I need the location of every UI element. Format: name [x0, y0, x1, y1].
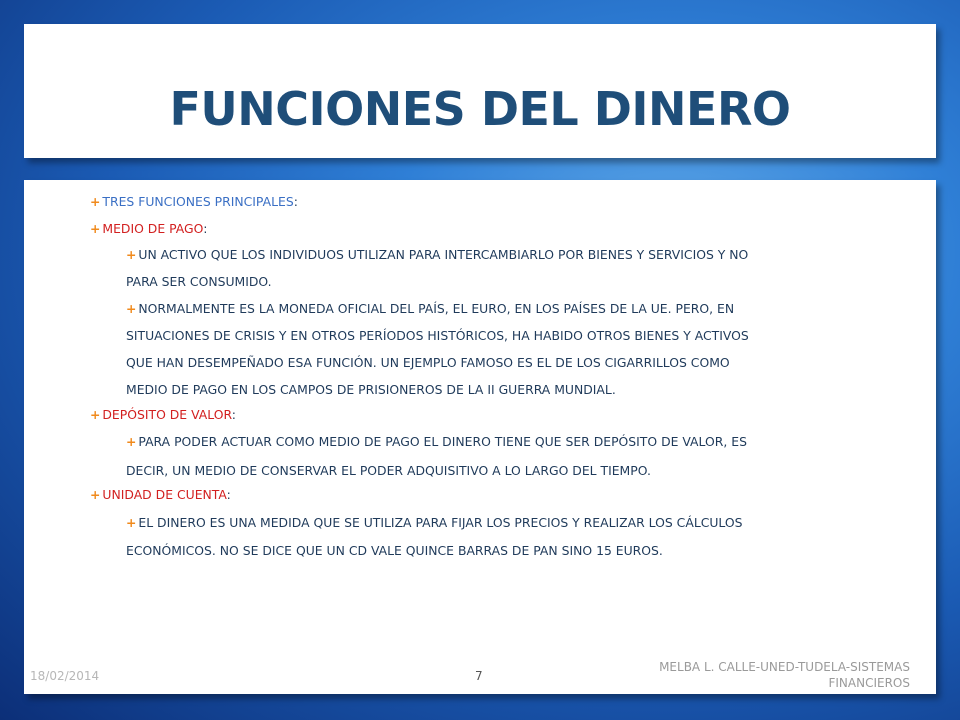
bullet-label: MEDIO DE PAGO: [102, 221, 204, 236]
sub-bullet-line: [126, 247, 748, 263]
bullet-plus-icon: +: [90, 194, 101, 209]
sub-bullet-continuation: ECONÓMICOS. NO SE DICE QUE UN CD VALE QUINCE BARRAS DE PAN SINO 15 EUROS.: [126, 543, 663, 558]
bullet-unidad-de-cuenta: [90, 487, 231, 503]
bullet-suffix: :: [226, 487, 231, 502]
bullet-plus-icon: +: [126, 434, 137, 449]
bullet-plus-icon: +: [90, 487, 101, 502]
sub-bullet-line: [126, 434, 747, 450]
slide-date: 18/02/2014: [30, 669, 100, 683]
bullet-suffix: :: [203, 221, 208, 236]
slide-author: MELBA L. CALLE-UNED-TUDELA-SISTEMAS FINANCIEROS: [659, 660, 910, 690]
sub-bullet-line: [126, 301, 734, 317]
bullet-label: DEPÓSITO DE VALOR: [102, 407, 232, 422]
bullet-suffix: :: [231, 407, 236, 422]
sub-bullet-continuation: MEDIO DE PAGO EN LOS CAMPOS DE PRISIONEROS DE LA II GUERRA MUNDIAL.: [126, 382, 616, 397]
sub-bullet-continuation: PARA SER CONSUMIDO.: [126, 274, 272, 289]
sub-bullet-text: NORMALMENTE ES LA MONEDA OFICIAL DEL PAÍS, EL EURO, EN LOS PAÍSES DE LA UE. PERO, EN: [138, 301, 735, 316]
sub-bullet-text: PARA PODER ACTUAR COMO MEDIO DE PAGO EL DINERO TIENE QUE SER DEPÓSITO DE VALOR, ES: [138, 434, 747, 449]
sub-bullet-text: EL DINERO ES UNA MEDIDA QUE SE UTILIZA PARA FIJAR LOS PRECIOS Y REALIZAR LOS CÁLCULOS: [138, 515, 743, 530]
bullet-plus-icon: +: [126, 301, 137, 316]
sub-bullet-continuation: DECIR, UN MEDIO DE CONSERVAR EL PODER ADQUISITIVO A LO LARGO DEL TIEMPO.: [126, 463, 651, 478]
page-number: 7: [475, 669, 483, 683]
bullet-tres-funciones: [90, 194, 298, 210]
bullet-medio-de-pago: [90, 221, 207, 237]
bullet-plus-icon: +: [126, 515, 137, 530]
bullet-deposito-de-valor: [90, 407, 236, 423]
sub-bullet-continuation: QUE HAN DESEMPEÑADO ESA FUNCIÓN. UN EJEMPLO FAMOSO ES EL DE LOS CIGARRILLOS COMO: [126, 355, 730, 370]
sub-bullet-continuation: SITUACIONES DE CRISIS Y EN OTROS PERÍODOS HISTÓRICOS, HA HABIDO OTROS BIENES Y ACTIVOS: [126, 328, 749, 343]
sub-bullet-line: [126, 515, 743, 531]
bullet-suffix: :: [293, 194, 298, 209]
title-panel: [24, 24, 936, 158]
slide-title: FUNCIONES DEL DINERO: [169, 82, 791, 136]
bullet-label: UNIDAD DE CUENTA: [102, 487, 227, 502]
content-panel: [24, 180, 936, 694]
bullet-plus-icon: +: [126, 247, 137, 262]
sub-bullet-text: UN ACTIVO QUE LOS INDIVIDUOS UTILIZAN PARA INTERCAMBIARLO POR BIENES Y SERVICIOS Y NO: [138, 247, 749, 262]
bullet-plus-icon: +: [90, 407, 101, 422]
bullet-label: TRES FUNCIONES PRINCIPALES: [102, 194, 294, 209]
bullet-plus-icon: +: [90, 221, 101, 236]
